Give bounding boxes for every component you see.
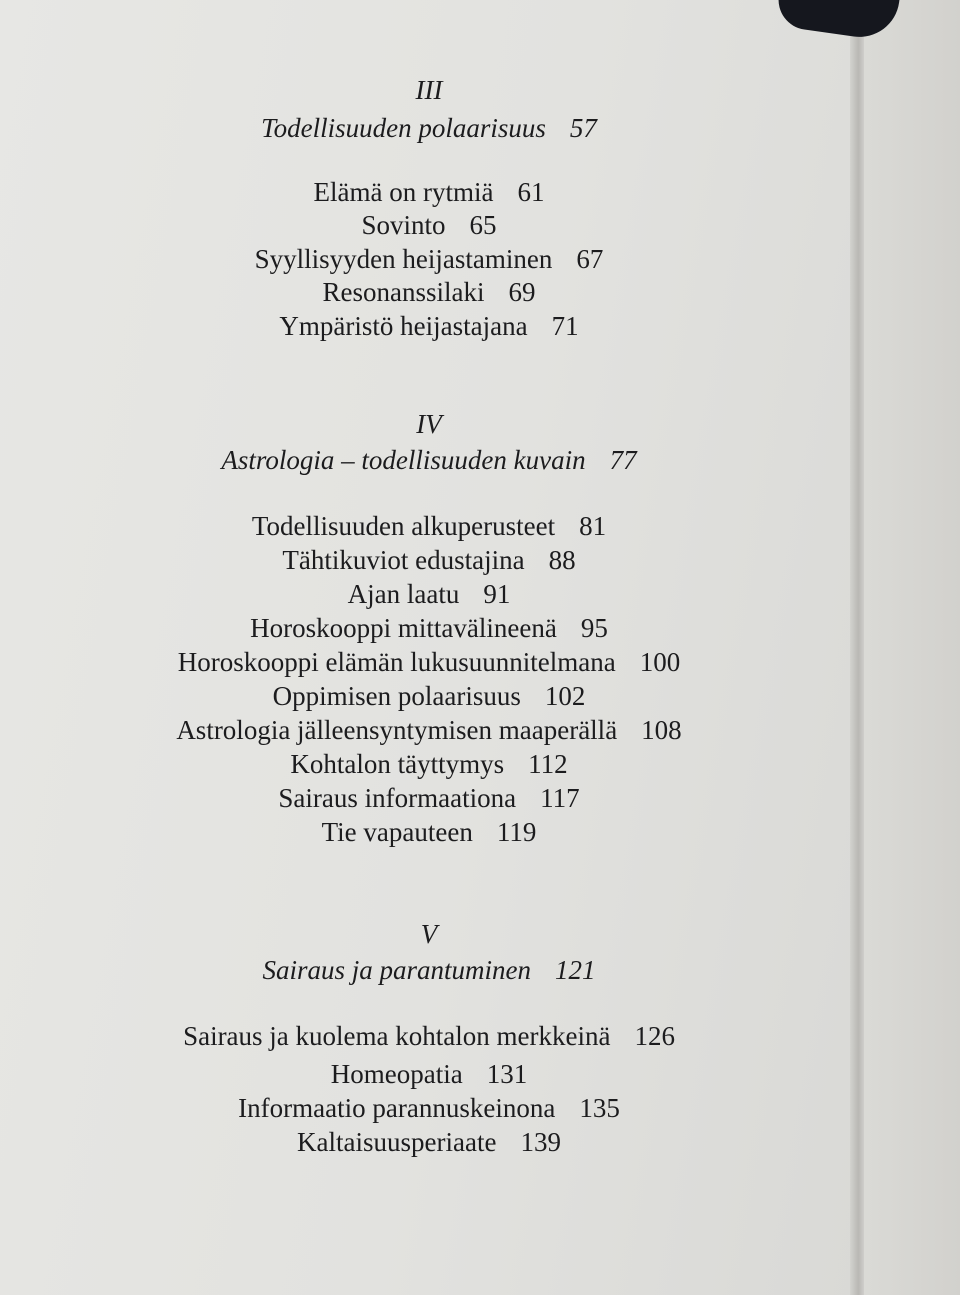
toc-entry: Ajan laatu 91: [347, 579, 511, 609]
section-title: Sairaus ja parantuminen 121: [262, 955, 596, 985]
toc-entry: Tähtikuviot edustajina 88: [282, 545, 576, 575]
toc-entry: Resonanssilaki 69: [322, 277, 536, 307]
toc-entry: Syyllisyyden heijastaminen 67: [254, 244, 604, 274]
toc-entry: Sairaus ja kuolema kohtalon merkkeinä 126: [183, 1021, 675, 1051]
section-title: Astrologia – todellisuuden kuvain 77: [221, 445, 637, 475]
toc-entry: Ympäristö heijastajana 71: [279, 311, 579, 341]
section-numeral: IV: [416, 409, 442, 439]
toc-entry: Informaatio parannuskeinona 135: [238, 1093, 620, 1123]
section-numeral: V: [420, 919, 438, 949]
toc-entry: Tie vapauteen 119: [321, 817, 537, 847]
toc-entry: Sairaus informaationa 117: [278, 783, 580, 813]
toc-entry: Oppimisen polaarisuus 102: [272, 681, 586, 711]
section-title: Todellisuuden polaarisuus 57: [261, 113, 597, 143]
toc-entry: Horoskooppi mittavälineenä 95: [250, 613, 608, 643]
toc-entry: Horoskooppi elämän lukusuunnitelmana 100: [177, 647, 681, 677]
toc-entry: Sovinto 65: [361, 210, 497, 240]
toc-entry: Astrologia jälleensyntymisen maaperällä 108: [176, 715, 682, 745]
section-numeral: III: [415, 75, 443, 105]
toc-entry: Homeopatia 131: [330, 1059, 528, 1089]
facing-page-edge: [864, 0, 960, 1295]
toc-entry: Todellisuuden alkuperusteet 81: [251, 511, 607, 541]
toc-entry: Kohtalon täyttymys 112: [290, 749, 568, 779]
toc-entry: Elämä on rytmiä 61: [313, 177, 545, 207]
toc-entry: Kaltaisuusperiaate 139: [297, 1127, 561, 1157]
